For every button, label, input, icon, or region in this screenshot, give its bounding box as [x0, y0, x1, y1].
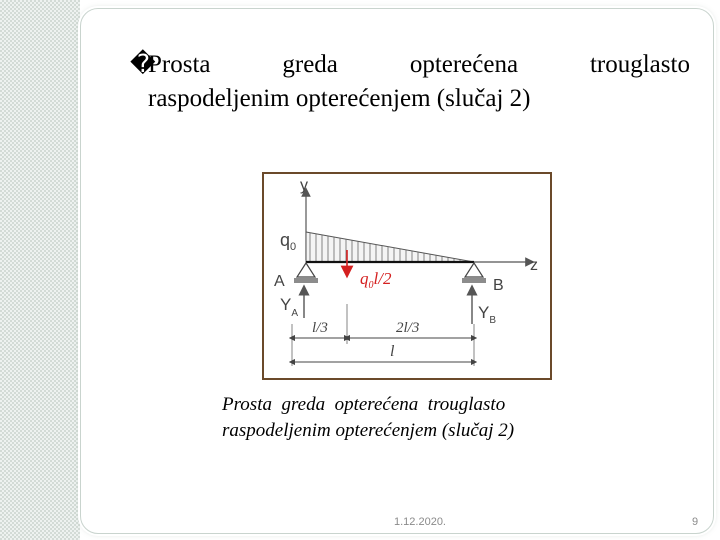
support-a-icon	[297, 263, 315, 277]
figure-caption	[222, 392, 602, 444]
title-word-1	[130, 48, 211, 82]
decorative-pattern-strip	[0, 0, 80, 540]
resultant-force-label	[360, 269, 392, 291]
caption-line-2: raspodeljenim opterećenjem (slučaj 2)	[222, 420, 515, 441]
beam-diagram-figure	[262, 172, 552, 380]
title-word-4: trouglasto	[589, 51, 690, 78]
resultant-q: q	[360, 269, 369, 288]
beam-diagram	[264, 174, 550, 378]
caption-line-1: Prosta greda opterećena trouglasto	[222, 394, 506, 415]
title-word-2: greda	[282, 51, 338, 78]
title-line-1	[130, 48, 690, 82]
dim-total-label: l	[390, 343, 395, 360]
title-line-2: raspodeljenim opterećenjem (slučaj 2)	[148, 85, 531, 112]
support-b-icon	[465, 263, 483, 277]
dim-left-label: l/3	[312, 320, 328, 336]
reaction-yb-label	[478, 303, 496, 326]
reaction-yb-main: Y	[478, 303, 490, 322]
q0-label-sub: 0	[290, 241, 297, 253]
triangular-load	[306, 232, 474, 262]
resultant-rest: l/2	[373, 269, 392, 288]
z-axis-label: z	[530, 257, 538, 274]
q0-label-main: q	[280, 230, 291, 250]
support-b-label: B	[493, 277, 504, 294]
reaction-ya-sub: A	[291, 308, 299, 319]
title-word-1-text: Prosta	[148, 51, 211, 78]
reaction-ya-label	[280, 295, 298, 319]
dim-right-label: 2l/3	[396, 320, 420, 336]
slide-title	[130, 48, 690, 116]
reaction-yb-sub: B	[489, 315, 497, 326]
q0-label	[280, 230, 296, 253]
footer-page-number: 9	[692, 516, 699, 528]
footer-date: 1.12.2020.	[394, 516, 446, 528]
support-a-label: A	[274, 273, 285, 290]
reaction-ya-main: Y	[280, 295, 292, 314]
support-b-base	[462, 278, 486, 283]
resultant-sub: 0	[368, 280, 374, 291]
title-word-3: opterećena	[409, 51, 519, 78]
support-a-base	[294, 278, 318, 283]
y-axis-label: y	[300, 177, 308, 194]
bullet-icon: �	[130, 51, 156, 78]
